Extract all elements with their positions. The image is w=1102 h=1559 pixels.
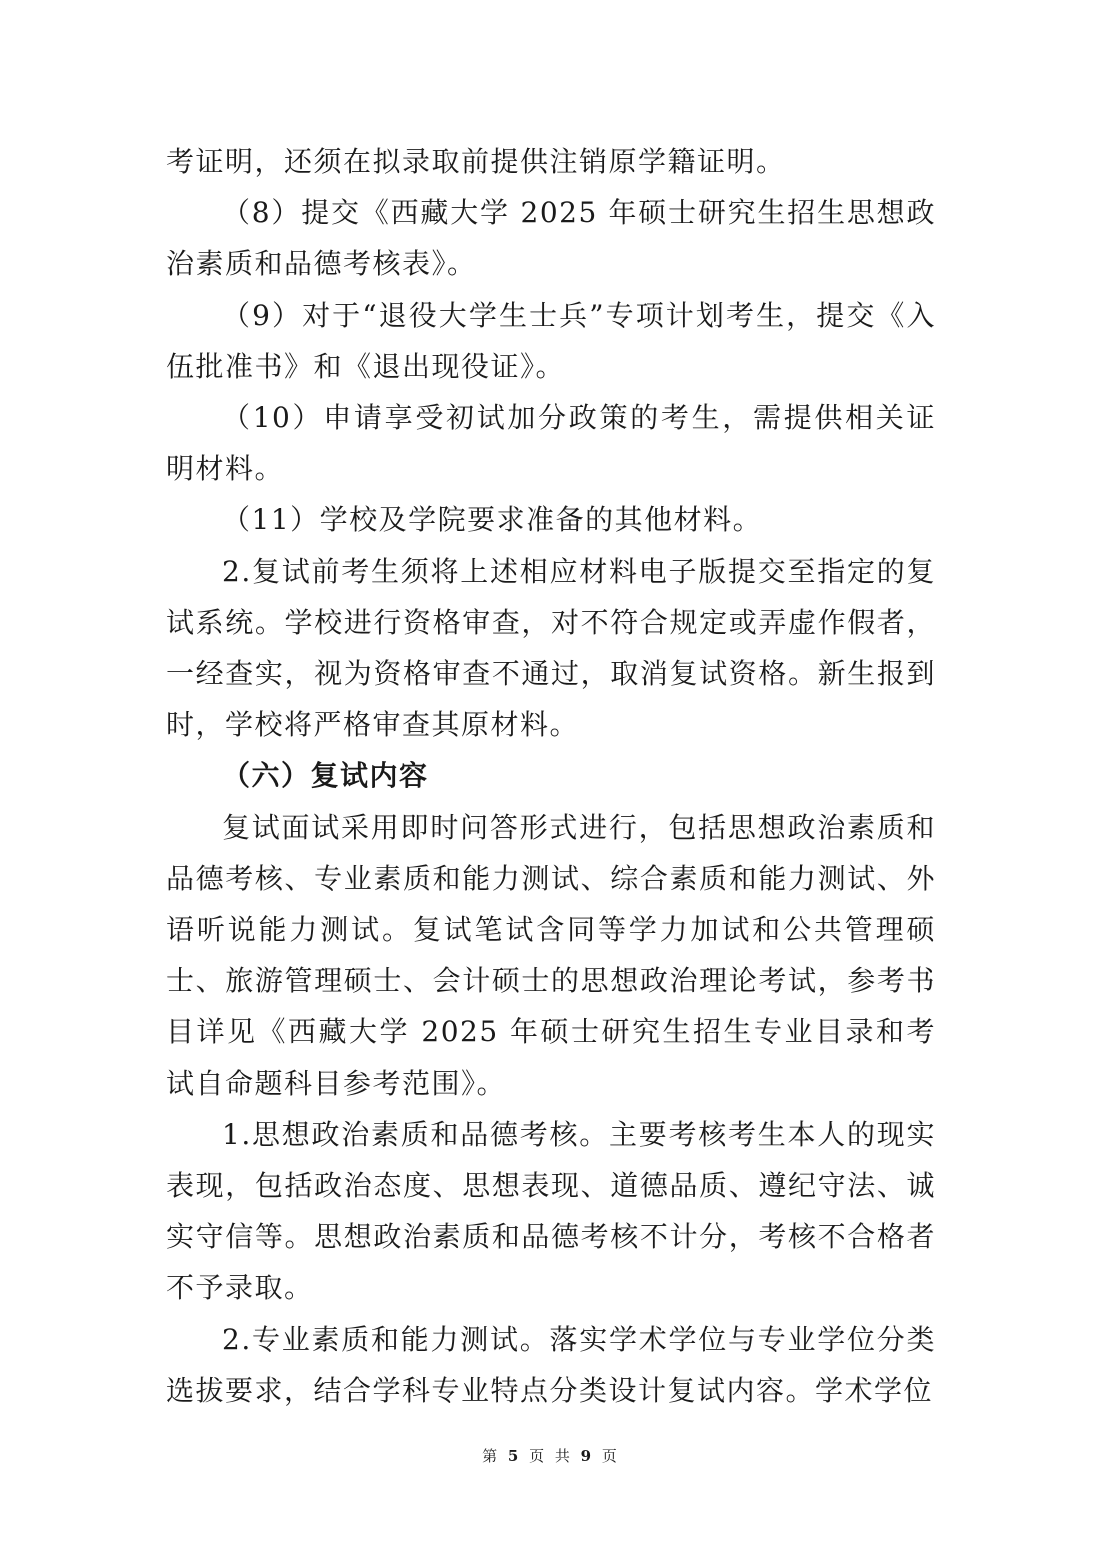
footer-prefix: 第 xyxy=(482,1447,501,1465)
paragraph-item-11: （11）学校及学院要求准备的其他材料。 xyxy=(222,503,763,537)
total-pages-number: 9 xyxy=(580,1447,595,1465)
paragraph-continuation: 考证明，还须在拟录取前提供注销原学籍证明。 xyxy=(166,145,786,178)
footer-suffix: 页 xyxy=(601,1447,620,1465)
footer-middle: 页 共 xyxy=(529,1447,573,1465)
paragraph-professional-test: 2.专业素质和能力测试。落实学术学位与专业学位分类选拔要求，结合学科专业特点分类设计复试内容。学术学位 xyxy=(166,1322,936,1407)
document-body xyxy=(166,136,936,1416)
paragraph-item-10: （10）申请享受初试加分政策的考生，需提供相关证明材料。 xyxy=(166,401,936,486)
current-page-number: 5 xyxy=(507,1447,522,1465)
paragraph-retest-overview: 复试面试采用即时问答形式进行，包括思想政治素质和品德考核、专业素质和能力测试、综合素质和能力测试、外语听说能力测试。复试笔试含同等学力加试和公共管理硕士、旅游管理硕士、会计硕士的思想政治理论考试，参考书目详见《西藏大学 2025 年硕士研究生招生专业目录和考试自命题科目参考范围》。 xyxy=(166,810,936,1100)
page-footer xyxy=(0,1446,1102,1466)
paragraph-political-assessment: 1.思想政治素质和品德考核。主要考核考生本人的现实表现，包括政治态度、思想表现、道德品质、遵纪守法、诚实守信等。思想政治素质和品德考核不计分，考核不合格者不予录取。 xyxy=(166,1117,936,1305)
section-heading: （六）复试内容 xyxy=(222,759,429,793)
paragraph-item-8: （8）提交《西藏大学 2025 年硕士研究生招生思想政治素质和品德考核表》。 xyxy=(166,196,936,281)
paragraph-submission-review: 2.复试前考生须将上述相应材料电子版提交至指定的复试系统。学校进行资格审查，对不符合规定或弄虚作假者，一经查实，视为资格审查不通过，取消复试资格。新生报到时，学校将严格审查其原材料。 xyxy=(166,554,936,742)
paragraph-item-9: （9）对于“退役大学生士兵”专项计划考生，提交《入伍批准书》和《退出现役证》。 xyxy=(166,298,936,383)
